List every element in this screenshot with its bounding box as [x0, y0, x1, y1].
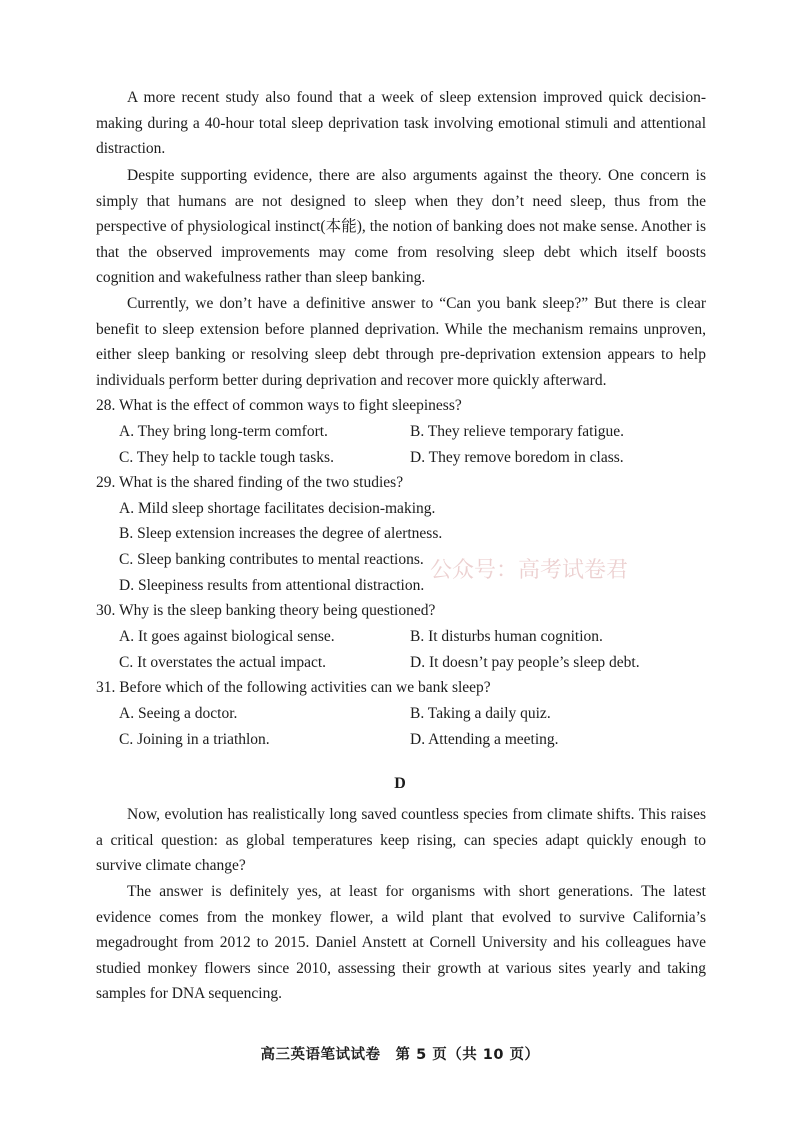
- answer-option: A. They bring long-term comfort.: [119, 423, 328, 440]
- answer-option: D. Attending a meeting.: [410, 731, 559, 748]
- question-stem: 31. Before which of the following activities can we bank sleep?: [96, 679, 491, 696]
- answer-option: C. It overstates the actual impact.: [119, 654, 327, 671]
- question-stem: 28. What is the effect of common ways to fight sleepiness?: [96, 397, 462, 414]
- answer-option: B. They relieve temporary fatigue.: [410, 423, 625, 440]
- question-stem: 30. Why is the sleep banking theory being questioned?: [96, 602, 436, 619]
- watermark: 公众号：高考试卷君: [430, 558, 629, 583]
- answer-option: D. They remove boredom in class.: [410, 449, 624, 466]
- answer-option: A. Mild sleep shortage facilitates decision-making.: [119, 500, 436, 517]
- passage-paragraph: A more recent study also found that a week of sleep extension improved quick decision-making during a 40-hour total sleep deprivation task involving emotional stimuli and attentional distraction.: [96, 89, 706, 158]
- answer-option: D. Sleepiness results from attentional distraction.: [119, 577, 425, 594]
- passage-paragraph: Currently, we don’t have a definitive answer to “Can you bank sleep?” But there is clear benefit to sleep extension before planned deprivation. While the mechanism remains unproven, either sleep banking or resolving sleep debt through pre-deprivation extension appears to help individuals perform better during deprivation and recover more quickly afterward.: [96, 295, 706, 389]
- passage-paragraph: Now, evolution has realistically long saved countless species from climate shifts. This raises a critical question: as global temperatures keep rising, can species adapt quickly enough to survive climate change?: [96, 806, 706, 875]
- answer-option: B. Sleep extension increases the degree of alertness.: [119, 525, 443, 542]
- answer-option: C. They help to tackle tough tasks.: [119, 449, 334, 466]
- answer-option: B. Taking a daily quiz.: [410, 705, 551, 722]
- answer-option: C. Joining in a triathlon.: [119, 731, 270, 748]
- passage-paragraph: The answer is definitely yes, at least for organisms with short generations. The latest evidence comes from the monkey flower, a wild plant that evolved to survive California’s megadrought from 2012 to 2015. Daniel Anstett at Cornell University and his colleagues have studied monkey flowers since 2010, assessing their growth at various sites yearly and taking samples for DNA sequencing.: [96, 883, 706, 1003]
- answer-option: A. Seeing a doctor.: [119, 705, 238, 722]
- answer-option: A. It goes against biological sense.: [119, 628, 335, 645]
- answer-option: B. It disturbs human cognition.: [410, 628, 603, 645]
- page-footer: 高三英语笔试试卷 第 5 页（共 10 页）: [260, 1047, 540, 1063]
- passage-paragraph: Despite supporting evidence, there are also arguments against the theory. One concern is simply that humans are not designed to sleep when they don’t need sleep, thus from the perspective of physiological instinct(本能), the notion of banking does not make sense. Another is that the observed improvements may come from resolving sleep debt which itself boosts cognition and wakefulness rather than sleep banking.: [96, 167, 706, 287]
- answer-option: C. Sleep banking contributes to mental reactions.: [119, 551, 424, 568]
- section-title: D: [394, 775, 406, 792]
- answer-option: D. It doesn’t pay people’s sleep debt.: [410, 654, 640, 671]
- question-stem: 29. What is the shared finding of the two studies?: [96, 474, 404, 491]
